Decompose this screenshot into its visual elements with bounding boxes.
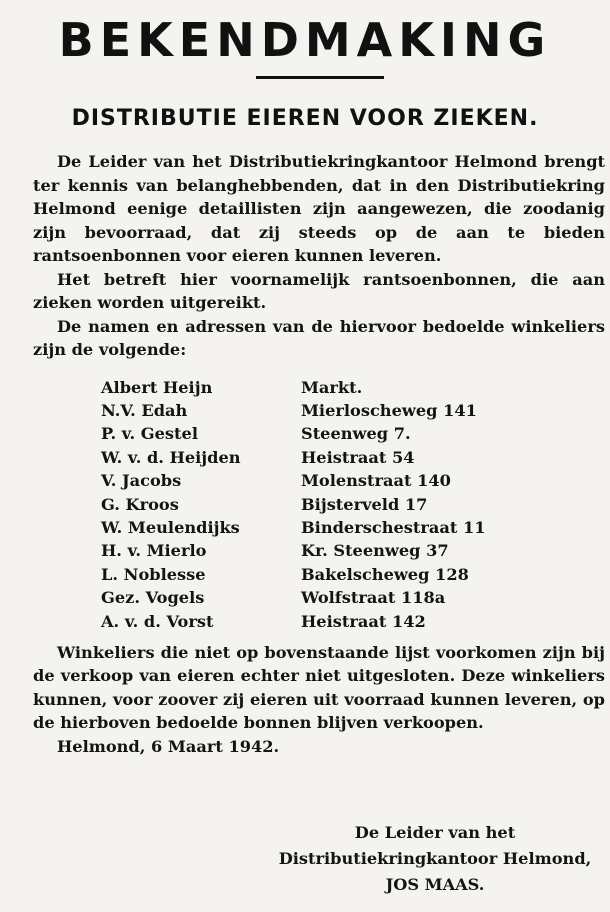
notice-body [33,150,605,758]
shop-address: Heistraat 54 [301,447,415,467]
paragraph-intro: De Leider van het Distributiekringkantoor Helmond brengt ter kennis van belanghebbenden, dat in den Distributiekring Helmond eenige detaillisten zijn aangewezen, die zoodanig zijn bevoorraad, dat zij steeds op de aan te bieden rantsoenbonnen voor eieren kunnen leveren. [33,152,605,265]
signature-line-office: Distributiekringkantoor Helmond, [278,849,592,868]
shop-name: N.V. Edah [101,400,188,420]
shop-list [101,376,605,633]
shop-address: Kr. Steenweg 37 [301,541,449,561]
shop-name: V. Jacobs [101,471,182,491]
shop-name: A. v. d. Vorst [101,611,214,631]
shop-address: Steenweg 7. [301,424,411,444]
shop-name: W. Meulendijks [101,517,240,537]
shop-address: Binderschestraat 11 [301,517,486,537]
shop-address: Molenstraat 140 [301,471,451,491]
shop-name: H. v. Mierlo [101,541,207,561]
paragraph-closing: Winkeliers die niet op bovenstaande lijst voorkomen zijn bij de verkoop van eieren echter niet uitgesloten. Deze winkeliers kunnen, voor zoover zij eieren uit voorraad kunnen leveren, op de hierboven bedoelde bonnen blijven verkoopen. [33,642,605,733]
shop-name: Gez. Vogels [101,588,205,608]
signature-line-title: De Leider van het [354,823,516,842]
shop-address: Mierloscheweg 141 [301,400,477,420]
shop-name: W. v. d. Heijden [101,447,241,467]
paragraph-list-intro: De namen en adressen van de hiervoor bedoelde winkeliers zijn de volgende: [33,316,605,359]
shop-address: Wolfstraat 118a [301,588,446,608]
shop-name: L. Noblesse [101,564,206,584]
signature-line-name: JOS MAAS. [385,875,485,894]
notice-title: BEKENDMAKING [58,13,552,67]
shop-name: Albert Heijn [101,377,213,397]
paragraph-purpose: Het betreft hier voornamelijk rantsoenbonnen, die aan zieken worden uitgereikt. [33,269,605,312]
shop-address: Markt. [301,377,363,397]
shop-address: Bakelscheweg 128 [301,564,469,584]
shop-address: Heistraat 142 [301,611,426,631]
signature-block [262,820,608,898]
title-divider [256,76,384,79]
shop-name: P. v. Gestel [101,424,198,444]
shop-address: Bijsterveld 17 [301,494,428,514]
shop-name: G. Kroos [101,494,179,514]
notice-date: Helmond, 6 Maart 1942. [57,736,280,756]
notice-subtitle: DISTRIBUTIE EIEREN VOOR ZIEKEN. [71,106,539,131]
